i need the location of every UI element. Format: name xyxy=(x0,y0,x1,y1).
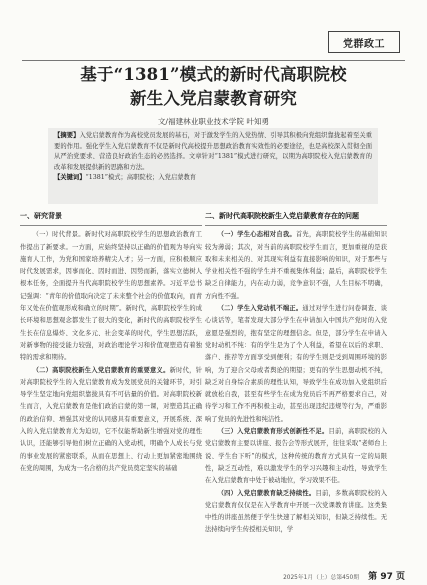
problem-2-heading: （二）学生入党动机不端正。 xyxy=(217,305,303,313)
section-label: 党群政工 xyxy=(328,31,400,53)
section-heading-2: 二、新时代高职院校新生入党启蒙教育存在的问题 xyxy=(205,212,359,220)
paragraph-problem-2 xyxy=(205,303,387,426)
problem-4-heading: （四）入党启蒙教育缺乏持续性。 xyxy=(217,489,316,497)
left-column xyxy=(20,210,202,475)
paragraph-background-text-2: 。新时代，高职院校学生的成长环境和思想观念都发生了很大的变化，新时代的高职院校学生生长在信息爆炸、文化多元、社会变革的时代，学生思想活跃，对新事物的接受能力较强，对政治理论学习和价值观塑造有着独特的需求和期待。 xyxy=(20,305,202,362)
issue-info: 2025年1月（上）总第450期 xyxy=(283,575,359,581)
problem-1-heading: （一）学生心态相对自我。 xyxy=(217,231,296,239)
abstract-label: 【摘要】 xyxy=(54,132,80,139)
paragraph-significance-text: 新时代，针对高职院校学生的入党启蒙教育成为发展党员的关键环节，对引导学生坚定地向党组织靠拢具有不可估量的价值。对高职院校新生而言，入党启蒙教育是他们政治启蒙的第一课，对塑造其正确的政治信仰、增强其对党的认同感具有重要意义，开展系统、深入的入党启蒙教育尤为迫切，它不仅能帮助新生增强对党的理性认识，还能够引导他们树立正确的入党动机，明确个人成长与党的事业发展的紧密联系，从而在思想上、行动上更加紧密地围绕在党的周围，为成为一名合格的共产党员奠定坚实的基础 xyxy=(20,366,203,472)
keywords-text: “1381”模式；高职院校；入党启蒙教育 xyxy=(85,174,197,182)
problem-4-text: 目前，多数高职院校的入党启蒙教育仅仅是在入学教育中开展一次党课教育讲座。这类集中性的讲座虽然便于学生快速了解相关知识，但缺乏持续性。无法持续向学生传授相关知识，学 xyxy=(205,489,388,534)
problem-3-text: 目前，高职院校的入党启蒙教育主要以讲座、报告会等形式展开，往往采取“老师台上说、学生台下听”的模式，这种传统的教育方式具有一定的局限性，缺乏互动性，难以激发学生的学习兴趣和主动性，导致学生在入党启蒙教育中处于被动地位，学习效果不佳。 xyxy=(205,428,388,485)
paragraph-problem-4 xyxy=(205,488,387,537)
paragraph-significance-heading: （二）高职院校新生入党启蒙教育的重要意义。 xyxy=(32,366,170,374)
right-column xyxy=(205,210,387,537)
paragraph-background-text: （一）时代背景。新时代对高职院校学生的思想政治教育工作提出了新要求。一方面，应始终坚持以正确的价值观为导向实施育人工作，为党和国家培养精尖人才；另一方面，应积极顺应时代发展需求，因事而化、因时而进、因势而新，落实立德树人根本任务，全面提升当代高职院校学生的思想素养。习近平总书记强调：“青年的价值取向决定了未来整个社会的价值取向，而青年又处在价值观形成和确立的时期” xyxy=(20,231,202,313)
abstract-text: 入党启蒙教育作为高校党员发展的基石，对于激发学生的入党热情、引导其积极向党组织靠拢起着至关重要的作用。强化学生入党启蒙教育不仅是新时代高校提升思想政治教育实效性的必要途径，也是高校深入贯彻全面从严治党要求、营造良好政治生态的必然选择。文章针对“1381”模式进行研究，以期为高职院校入党启蒙教育的改革和发展提供新的思路和方法。 xyxy=(54,132,373,171)
page-number-value: 97 xyxy=(380,572,393,582)
article-title-line-2: 新生入党启蒙教育研究 xyxy=(130,89,297,108)
problem-1-text: 首先，高职院校学生的基础知识较为薄弱；其次，对当前的高职院校学生而言，更加重视的是获取和未来相关的、对其现实利益有直接影响的知识，对于那些与学业相关性不强的学生并不重视集体利益；最后，高职院校学生缺乏自律能力，内在动力弱，竞争意识不强，人生目标不明确，方向性不强。 xyxy=(205,231,388,300)
problem-3-heading: （三）入党启蒙教育形式创新性不足。 xyxy=(217,428,329,436)
page-suffix: 页 xyxy=(395,572,405,582)
paragraph-problem-3 xyxy=(205,426,387,487)
problem-2-text: 通过对学生进行问卷调查、谈心谈话等，笔者发现大部分学生在申请加入中国共产党时的入党意愿是强烈的，抱有坚定的理想信念。但是，部分学生在申请入党时动机不纯：有的学生是为了个人利益，希望在以后的求职、落户、推荐等方面享受到便利；有的学生则是受到周围环境的影响，为了迎合父母或者舆论的期望；更有的学生思想动机不纯，缺乏对自身综合素质的理性认知，导致学生在成功加入党组织后就放松自我，甚至有些学生在成为党员后不再严格要求自己，对待学习和工作不再积极主动，甚至出现违纪违规等行为，严重影响了党员的先进性和纯洁性。 xyxy=(205,305,388,423)
page-footer xyxy=(0,569,427,583)
page-prefix: 第 xyxy=(368,572,378,582)
article-title-line-1: 基于“1381”模式的新时代高职院校 xyxy=(80,65,347,84)
paragraph-background xyxy=(20,229,202,364)
section-heading-1: 一、研究背景 xyxy=(20,212,62,220)
section-rule-2 xyxy=(205,225,387,226)
abstract-box xyxy=(48,128,378,204)
keywords-label: 【关键词】 xyxy=(54,174,86,182)
paragraph-problem-1 xyxy=(205,229,387,303)
page-number xyxy=(368,569,405,582)
paragraph-significance xyxy=(20,365,202,476)
article-author: 文/福建林业职业技术学院 叶知勇 xyxy=(157,117,270,126)
section-rule-1 xyxy=(20,225,202,226)
